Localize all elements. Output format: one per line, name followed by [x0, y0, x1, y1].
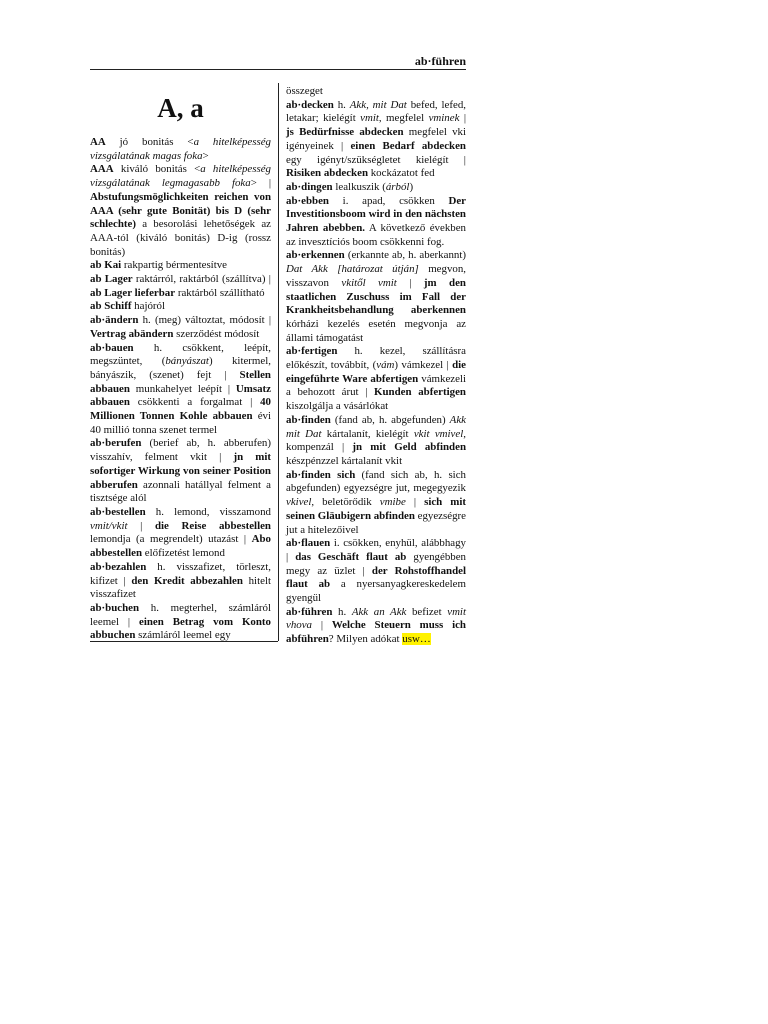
dictionary-entry — [286, 537, 466, 606]
dictionary-entry — [286, 249, 466, 345]
definition-text: > — [202, 149, 209, 162]
definition-text: számláról leemel egy — [135, 629, 231, 642]
bottom-rule — [90, 641, 278, 642]
headword: ab·flauen — [286, 537, 331, 550]
phrase: Vertrag abändern — [90, 327, 174, 340]
grammar-note: a hitelképesség vizsgálatának legmagasabb foka — [90, 163, 271, 190]
grammar-note: vám — [376, 359, 395, 372]
definition-text: kórházi kezelés esetén megvonja az állami támogatást — [286, 317, 466, 344]
phrase: Stellen abbauen — [90, 368, 271, 395]
headword: ab·berufen — [90, 437, 142, 450]
headword: ab·dingen — [286, 180, 333, 193]
definition-text: > | — [250, 177, 272, 190]
headword: AAA — [90, 163, 114, 176]
definition-text: csökkenti a forgalmat | — [129, 396, 261, 409]
definition-text: (erkannte ab, h. aberkannt) — [344, 249, 466, 262]
definition-text: rakpartig bérmentesítve — [121, 259, 228, 272]
definition-text: évi 40 millió tonna szenet termel — [90, 410, 272, 436]
headword: AA — [90, 136, 106, 148]
definition-text: h. (meg) változtat, módosít | — [138, 314, 271, 327]
phrase: ab Lager lieferbar — [90, 286, 176, 299]
dictionary-entry — [90, 437, 271, 506]
dictionary-entry — [286, 195, 466, 250]
dictionary-entry — [286, 181, 466, 195]
definition-text: hajóról — [131, 300, 166, 313]
grammar-note: Akk mit Dat — [286, 413, 466, 440]
grammar-note: Akk an Akk — [351, 605, 407, 618]
definition-text: kockázatot fed — [368, 167, 435, 180]
dictionary-entry — [286, 414, 466, 469]
headword: ab Schiff — [90, 300, 132, 313]
headword: ab·ebben — [286, 194, 329, 207]
definition-text: ) vámkezel | — [394, 359, 453, 372]
dictionary-entry — [90, 506, 271, 561]
grammar-note: vkitől vmit — [341, 276, 397, 289]
grammar-note: vmit — [360, 112, 379, 125]
definition-text: | — [127, 519, 155, 532]
definition-text: | — [405, 496, 425, 509]
definition-text: h. megterhel, számláról leemel | — [90, 601, 271, 628]
phrase: Abstufungsmöglichkeiten reichen von AAA (sehr gute Bonität) bis D (sehr schlechte) — [90, 190, 271, 231]
dictionary-entry — [286, 469, 466, 538]
right-column — [286, 85, 466, 647]
definition-text: i. apad, csökken — [328, 194, 449, 207]
phrase: Kunden abfertigen — [374, 386, 466, 399]
definition-text: kiszolgálja a vásárlókat — [286, 400, 389, 413]
definition-text: h. — [333, 98, 350, 111]
grammar-note: vminek — [428, 112, 460, 125]
definition-text: raktárról, raktárból (szállítva) | — [132, 273, 271, 286]
dictionary-entry — [286, 99, 466, 181]
definition-text: (berief ab, h. abberufen) visszahív, felment vkit | — [90, 437, 271, 464]
definition-text: munkahelyet leépít | — [129, 382, 236, 395]
definition-text: befizet — [406, 605, 448, 618]
dictionary-entry — [90, 342, 271, 438]
definition-text: h. kezel, szállításra előkészít, továbbít, ( — [286, 345, 466, 372]
headword: ab·finden — [286, 413, 331, 426]
section-letter-heading: A, a — [157, 93, 204, 123]
column-divider — [278, 83, 279, 641]
dictionary-entry — [90, 273, 271, 300]
headword: ab·bestellen — [90, 505, 146, 518]
running-head: ab·führen — [414, 54, 466, 68]
definition-text: lealkuszik ( — [332, 180, 386, 193]
phrase: Der Investitionsboom wird in den nächsten Jahren abebben. — [286, 194, 466, 235]
definition-text: | — [396, 276, 424, 289]
right-entries — [286, 85, 466, 647]
definition-text: lemondja (a megrendelt) utazást | — [90, 533, 252, 546]
phrase: einen Betrag vom Konto abbuchen — [90, 615, 271, 642]
phrase: 40 Millionen Tonnen Kohle abbauen — [90, 396, 271, 423]
grammar-note: vkivel — [286, 496, 312, 509]
grammar-note: vmit vhova — [286, 605, 466, 632]
definition-text: , kompenzál | — [286, 427, 466, 454]
definition-text: egy igényt/szükségletet kielégít | — [286, 153, 466, 166]
definition-text: megfelel vki igényeinek | — [286, 126, 466, 152]
definition-text: ? Milyen adókat — [328, 633, 403, 646]
definition-text: h. visszafizet, törleszt, kifizet | — [90, 560, 271, 587]
phrase: die eingeführte Ware abfertigen — [286, 359, 467, 385]
definition-text: készpénzzel kártalanít vkit — [286, 454, 403, 467]
headword: ab·buchen — [90, 601, 140, 614]
definition-text: A következő években az invesztíciós boom csökkenni fog. — [286, 222, 466, 248]
definition-text: a nyersanyagkereskedelem gyengül — [286, 578, 466, 605]
phrase: den Kredit abbezahlen — [131, 574, 243, 587]
definition-text: ) — [409, 180, 414, 193]
phrase: js Bedürfnisse abdecken — [286, 126, 404, 139]
definition-text: egyezségre jut a hitelezőivel — [286, 509, 466, 536]
definition-text: hitelt visszafizet — [90, 574, 271, 601]
dictionary-entry — [286, 606, 466, 647]
definition-text: előfizetést lemond — [142, 547, 225, 560]
headword: ab·erkennen — [286, 249, 345, 262]
phrase: Welche Steuern muss ich abführen — [286, 619, 466, 646]
grammar-note: Dat Akk [határozat útján] — [286, 263, 419, 276]
entry-continuation — [286, 85, 466, 99]
definition-text: kártalanít, kielégít — [321, 427, 414, 440]
grammar-note: vmit/vkit — [90, 519, 128, 532]
phrase: jm den staatlichen Zuschuss im Fall der Krankheitsbehandlung aberkennen — [286, 276, 466, 317]
grammar-note: vmibe — [379, 496, 406, 509]
phrase: Risiken abdecken — [286, 167, 368, 180]
grammar-note: bányászat — [165, 355, 209, 368]
definition-text: vámkezeli a behozott árut | — [286, 372, 466, 399]
definition-text: h. csökkent, leépít, megszüntet, ( — [90, 341, 271, 368]
phrase: einen Bedarf abdecken — [350, 139, 466, 152]
definition-text: ) kitermel, bányászik, (szenet) fejt | — [90, 355, 271, 381]
definition-text: | — [459, 112, 466, 125]
grammar-note: a hitelképesség vizsgálatának magas foka — [90, 136, 271, 162]
definition-text: megvon, visszavon — [286, 263, 466, 289]
grammar-note: Akk, mit Dat — [349, 98, 407, 111]
definition-text: raktárból szállítható — [175, 286, 265, 299]
headword: ab·bezahlen — [90, 560, 147, 573]
headword: ab·führen — [286, 605, 333, 618]
phrase: jn mit Geld abfinden — [352, 441, 467, 454]
definition-text: h. lemond, visszamond — [145, 505, 271, 518]
dictionary-entry — [90, 300, 271, 314]
phrase: jn mit sofortiger Wirkung von seiner Position abberufen — [90, 451, 271, 491]
definition-text: gyengébben megy az üzlet | — [286, 550, 467, 577]
left-entries — [90, 136, 271, 643]
definition-text: (fand ab, h. abgefunden) — [330, 413, 450, 426]
header-rule — [90, 69, 466, 70]
headword: ab·fertigen — [286, 345, 338, 358]
dictionary-entry — [90, 602, 271, 643]
phrase: das Geschäft flaut ab — [295, 550, 407, 563]
definition-text: kiváló bonitás < — [113, 163, 201, 176]
dictionary-entry — [90, 163, 271, 259]
definition-text: h. — [332, 605, 352, 618]
headword: ab·decken — [286, 98, 334, 111]
definition-text: a besorolási lehetőségek az AAA-tól (kiváló bonitás) D-ig (rossz bonitás) — [90, 218, 271, 258]
definition-text: azonnali hatállyal felment a tisztsége alól — [90, 478, 271, 505]
highlight-mark: usw… — [402, 633, 431, 646]
definition-text: jó bonitás < — [105, 136, 194, 148]
headword: ab Lager — [90, 273, 133, 286]
headword: ab·ändern — [90, 314, 139, 327]
grammar-note: árból — [385, 180, 410, 193]
definition-text: , beletörődik — [311, 496, 380, 509]
phrase: Umsatz abbauen — [90, 382, 271, 409]
headword: ab Kai — [90, 259, 122, 272]
definition-text: összeget — [286, 85, 323, 97]
dictionary-entry — [90, 561, 271, 602]
headword: ab·finden sich — [286, 468, 356, 481]
definition-text: szerződést módosít — [173, 327, 260, 340]
dictionary-entry — [286, 345, 466, 414]
dictionary-entry — [90, 259, 271, 273]
headword: ab·bauen — [90, 341, 134, 354]
left-column — [90, 85, 271, 643]
dictionary-entry — [90, 314, 271, 341]
phrase: die Reise abbestellen — [154, 519, 271, 532]
phrase: Abo abbestellen — [90, 533, 271, 560]
dictionary-entry — [90, 136, 271, 163]
definition-text: , megfelel — [378, 112, 429, 125]
definition-text: i. csökken, enyhül, alábbhagy | — [286, 537, 466, 563]
definition-text: | — [312, 619, 332, 632]
phrase: sich mit seinen Gläubigern abfinden — [286, 496, 466, 522]
definition-text: (fand sich ab, h. sich abgefunden) egyezségre jut, megegyezik — [286, 468, 466, 495]
grammar-note: vkit vmivel — [413, 427, 464, 440]
definition-text: befed, lefed, letakar; kielégít — [286, 98, 466, 125]
phrase: der Rohstoffhandel flaut ab — [286, 564, 466, 591]
